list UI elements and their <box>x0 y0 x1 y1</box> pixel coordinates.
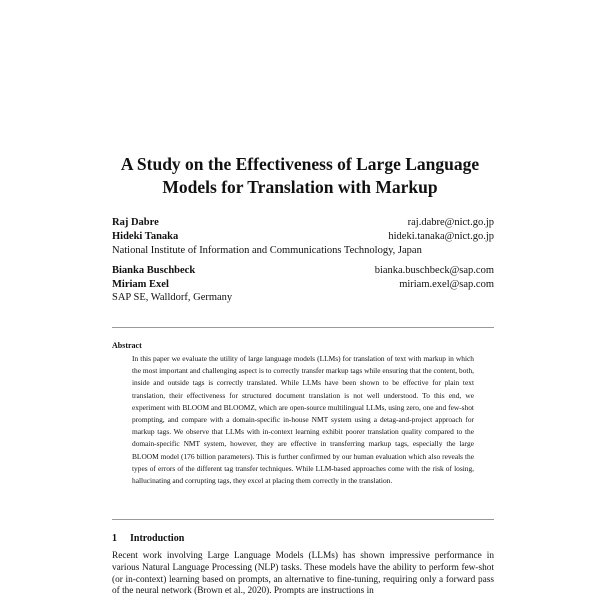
section-heading <box>112 533 184 544</box>
abstract-heading: Abstract <box>112 341 142 350</box>
author-row <box>112 278 494 291</box>
section-number: 1 <box>112 533 117 544</box>
paper-title <box>100 153 500 199</box>
author-email: bianka.buschbeck@sap.com <box>374 265 494 276</box>
divider <box>112 519 494 520</box>
author-row <box>112 216 494 229</box>
author-name: Miriam Exel <box>112 279 169 290</box>
affiliation: SAP SE, Walldorf, Germany <box>112 292 233 303</box>
author-email: raj.dabre@nict.go.jp <box>407 217 494 228</box>
author-email: hideki.tanaka@nict.go.jp <box>388 231 494 242</box>
intro-paragraph: Recent work involving Large Language Models (LLMs) has shown impressive performance in various Natural Language Processing (NLP) tasks. These models have the ability to perform few-shot (or in-context) learning based on prompts, an alternative to fine-tuning, requiring only a forward pass of the neural network (Brown et al., 2020). Prompts are instructions in <box>112 551 494 597</box>
divider <box>112 327 494 328</box>
abstract-text: In this paper we evaluate the utility of large language models (LLMs) for translation of text with markup in which the most important and challenging aspect is to correctly transfer markup tags while ensuring that the content, both, inside and outside tags is correctly translated. While LLMs have been shown to be effective for plain text translation, their effectiveness for structured document translation is not well understood. To this end, we experiment with BLOOM and BLOOMZ, which are open-source multilingual LLMs, using zero, one and few-shot prompting, and compare with a domain-specific in-house NMT system using a detag-and-project approach for markup tags. We observe that LLMs with in-context learning exhibit poorer translation quality compared to the domain-specific NMT system, however, they are effective in transferring markup tags, especially the large BLOOM model (176 billion parameters). This is further confirmed by our human evaluation which also reveals the types of errors of the different tag transfer techniques. While LLM-based approaches come with the risk of losing, hallucinating and corrupting tags, they excel at placing them correctly in the translation. <box>132 354 474 486</box>
section-title: Introduction <box>130 533 185 544</box>
author-row <box>112 264 494 277</box>
affiliation: National Institute of Information and Communications Technology, Japan <box>112 245 422 256</box>
author-name: Hideki Tanaka <box>112 231 179 242</box>
author-row <box>112 230 494 243</box>
author-name: Raj Dabre <box>112 217 159 228</box>
author-name: Bianka Buschbeck <box>112 265 196 276</box>
title-line-2: Models for Translation with Markup <box>162 177 438 197</box>
title-line-1: A Study on the Effectiveness of Large Language <box>120 154 480 174</box>
author-email: miriam.exel@sap.com <box>399 279 494 290</box>
